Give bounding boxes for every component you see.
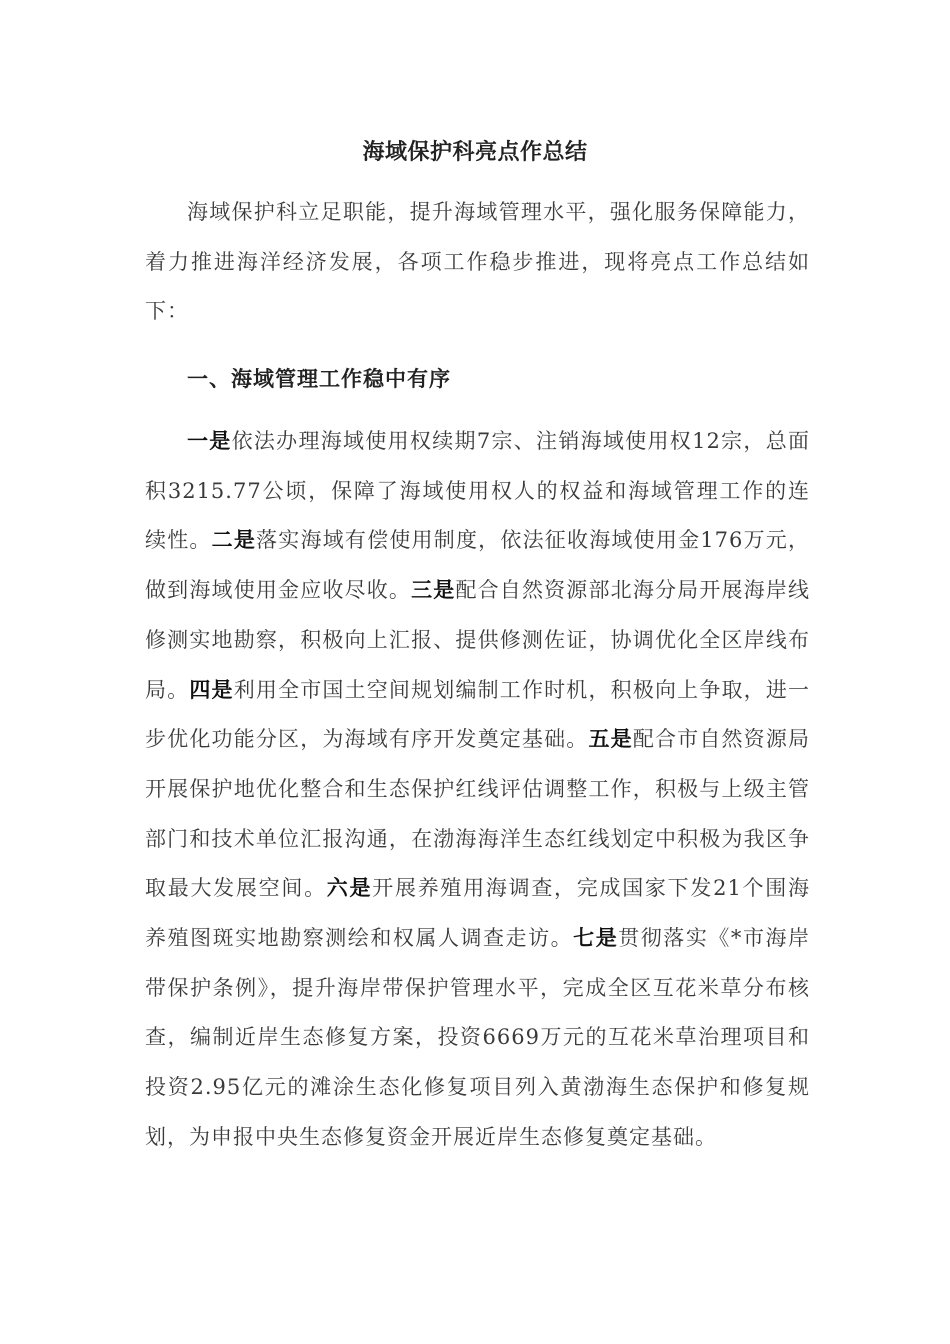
item-text: 贯彻落实《*市海岸带保护条例》，提升海岸带保护管理水平，完成全区互花米草分布核查，编制近岸生态修复方案，投资6669万元的互花米草治理项目和投资2.95亿元的滩涂生态化修复项目列入黄渤海生态保护和修复规划，为申报中央生态修复资金开展近岸生态修复奠定基础。 xyxy=(145,926,811,1149)
item-text: 配合市自然资源局开展保护地优化整合和生态保护红线评估调整工作，积极与上级主管部门和技术单位汇报沟通，在渤海海洋生态红线划定中积极为我区争取最大发展空间。 xyxy=(145,727,811,901)
intro-paragraph: 海域保护科立足职能，提升海域管理水平，强化服务保障能力，着力推进海洋经济发展，各项工作稳步推进，现将亮点工作总结如下： xyxy=(145,200,810,324)
item-lead: 二是 xyxy=(211,528,257,553)
page-title: 海域保护科亮点作总结 xyxy=(362,140,588,165)
item-lead: 一是 xyxy=(187,429,232,453)
section-heading: 一、海域管理工作稳中有序 xyxy=(187,367,451,391)
item-text: 配合自然资源部北海分局开展海岸线修测实地勘察，积极向上汇报、提供修测佐证，协调优化全区岸线布局。 xyxy=(145,578,811,702)
item-lead: 六是 xyxy=(326,876,373,901)
item-text: 落实海域有偿使用制度，依法征收海域使用金176万元，做到海域使用金应收尽收。 xyxy=(145,528,810,603)
item-text: 依法办理海域使用权续期7宗、注销海域使用权12宗，总面积3215.77公顷，保障了海域使用权人的权益和海域管理工作的连续性。 xyxy=(145,429,810,553)
section-body-paragraph xyxy=(145,417,810,1163)
item-text: 开展养殖用海调查，完成国家下发21个围海养殖图斑实地勘察测绘和权属人调查走访。 xyxy=(145,876,810,951)
item-lead: 五是 xyxy=(588,727,633,752)
item-text: 利用全市国土空间规划编制工作时机，积极向上争取，进一步优化功能分区，为海域有序开发奠定基础。 xyxy=(145,677,811,752)
item-lead: 七是 xyxy=(573,926,619,951)
item-lead: 三是 xyxy=(411,578,456,603)
item-lead: 四是 xyxy=(189,677,234,702)
